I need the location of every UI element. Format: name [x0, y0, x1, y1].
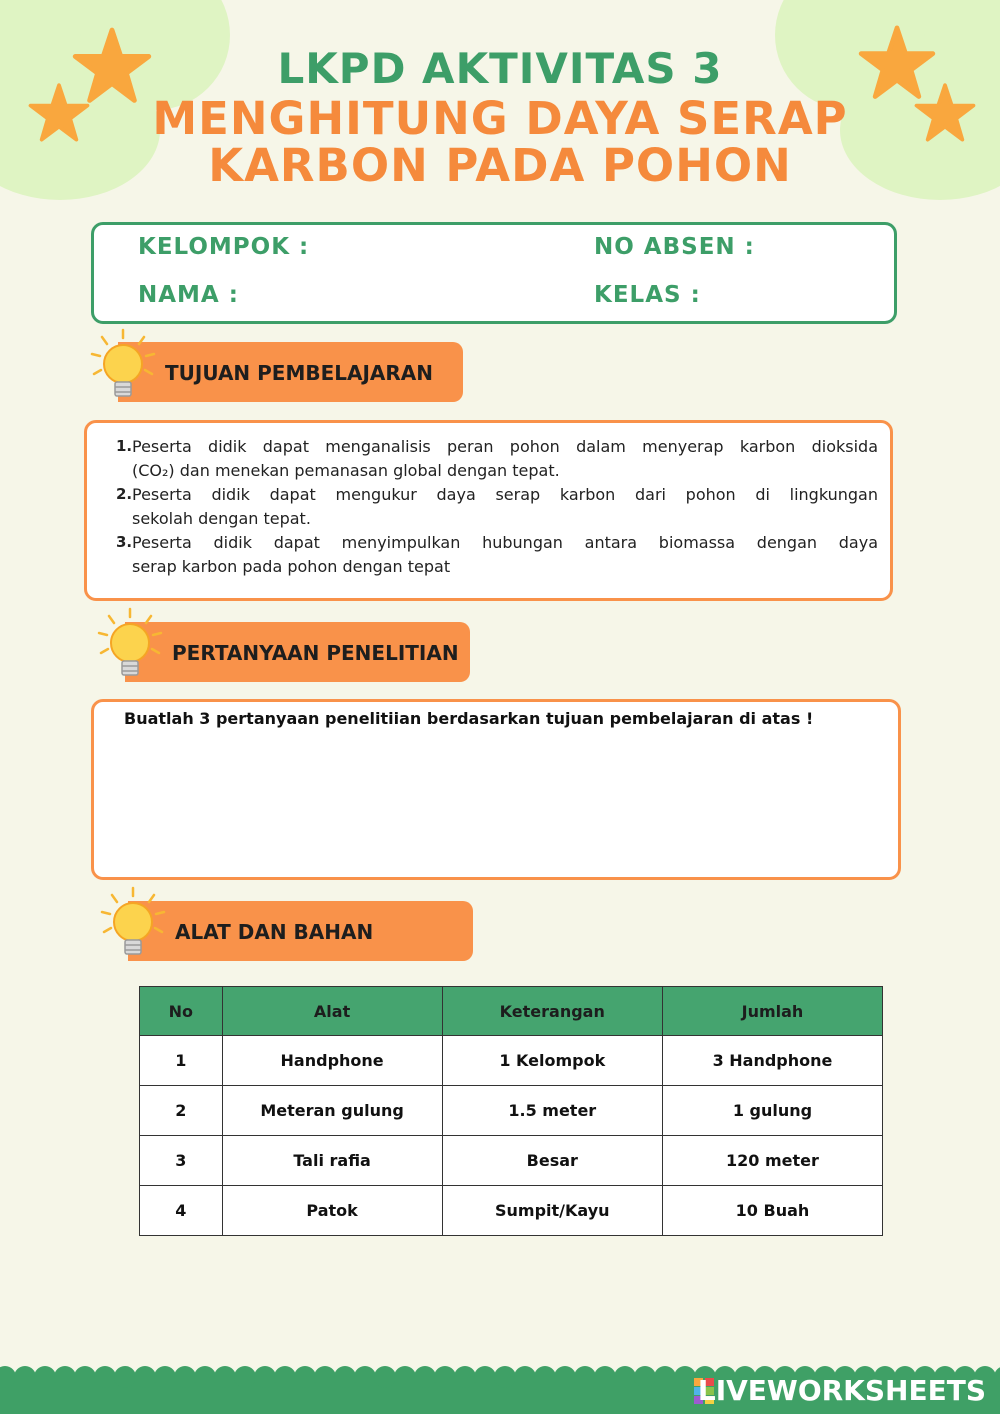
lightbulb-icon [95, 607, 165, 683]
footer-scallop [394, 1366, 416, 1388]
footer-scallop [254, 1366, 276, 1388]
footer-scallop [674, 1366, 696, 1388]
objective-2-line-a: Peserta didik dapat mengukur daya serap karbon dari pohon di lingkungan [132, 485, 878, 504]
footer-scallop [234, 1366, 256, 1388]
footer-scallop [654, 1366, 676, 1388]
cell-alat: Handphone [222, 1036, 442, 1086]
footer-scallop [54, 1366, 76, 1388]
page-title-line-2: MENGHITUNG DAYA SERAP [152, 92, 848, 145]
footer-scallop [534, 1366, 556, 1388]
table-row [140, 1036, 883, 1086]
cell-jumlah: 1 gulung [662, 1086, 882, 1136]
cell-no: 2 [140, 1086, 223, 1136]
cell-no: 4 [140, 1186, 223, 1236]
footer-scallop [34, 1366, 56, 1388]
cell-keterangan: 1.5 meter [442, 1086, 662, 1136]
footer-scallop [94, 1366, 116, 1388]
objective-number: 2. [116, 485, 133, 503]
footer-scallop [514, 1366, 536, 1388]
column-header-alat: Alat [222, 987, 442, 1036]
no-absen-label: NO ABSEN : [594, 234, 755, 260]
kelompok-label: KELOMPOK : [138, 234, 310, 260]
footer-scallop [614, 1366, 636, 1388]
footer-scallop [294, 1366, 316, 1388]
cell-jumlah: 10 Buah [662, 1186, 882, 1236]
table-row [140, 1186, 883, 1236]
page-title-line-1: LKPD AKTIVITAS 3 [277, 44, 723, 93]
nama-label: NAMA : [138, 282, 239, 308]
footer-scallop [74, 1366, 96, 1388]
lightbulb-icon [98, 886, 168, 962]
footer-scallop [134, 1366, 156, 1388]
objective-number: 3. [116, 533, 133, 551]
objective-number: 1. [116, 437, 133, 455]
table-header-row [140, 987, 883, 1036]
column-header-no: No [140, 987, 223, 1036]
cell-keterangan: Sumpit/Kayu [442, 1186, 662, 1236]
objective-1-line-b: (CO₂) dan menekan pemanasan global dengan tepat. [132, 461, 560, 480]
cell-alat: Patok [222, 1186, 442, 1236]
lightbulb-icon [88, 328, 158, 404]
cell-no: 3 [140, 1136, 223, 1186]
footer-scallop [414, 1366, 436, 1388]
footer-scallop [574, 1366, 596, 1388]
cell-keterangan: Besar [442, 1136, 662, 1186]
cell-no: 1 [140, 1036, 223, 1086]
section-title-pertanyaan: PERTANYAAN PENELITIAN [172, 641, 459, 665]
cell-jumlah: 3 Handphone [662, 1036, 882, 1086]
footer-scallop [114, 1366, 136, 1388]
footer-scallop [454, 1366, 476, 1388]
alat-bahan-table [139, 986, 883, 1236]
footer-scallop [334, 1366, 356, 1388]
footer-scallop [634, 1366, 656, 1388]
pertanyaan-instruction: Buatlah 3 pertanyaan penelitiian berdasarkan tujuan pembelajaran di atas ! [124, 709, 814, 728]
footer-scallop [494, 1366, 516, 1388]
section-title-tujuan: TUJUAN PEMBELAJARAN [165, 361, 434, 385]
footer-scallop [314, 1366, 336, 1388]
footer-scallop [14, 1366, 36, 1388]
footer-scallop [214, 1366, 236, 1388]
objective-3-line-a: Peserta didik dapat menyimpulkan hubungan antara biomassa dengan daya [132, 533, 878, 552]
table-row [140, 1136, 883, 1186]
footer-scallop [474, 1366, 496, 1388]
objective-2-line-b: sekolah dengan tepat. [132, 509, 311, 528]
footer-scallop [434, 1366, 456, 1388]
cell-jumlah: 120 meter [662, 1136, 882, 1186]
kelas-label: KELAS : [594, 282, 701, 308]
column-header-keterangan: Keterangan [442, 987, 662, 1036]
footer-scallop [374, 1366, 396, 1388]
section-title-alat: ALAT DAN BAHAN [175, 920, 374, 944]
objective-1-line-a: Peserta didik dapat menganalisis peran pohon dalam menyerap karbon dioksida [132, 437, 878, 456]
footer-scallop [594, 1366, 616, 1388]
footer-scallop [194, 1366, 216, 1388]
objective-3-line-b: serap karbon pada pohon dengan tepat [132, 557, 451, 576]
footer-scallop [554, 1366, 576, 1388]
footer-scallop [174, 1366, 196, 1388]
footer-scallop [154, 1366, 176, 1388]
table-row [140, 1086, 883, 1136]
cell-keterangan: 1 Kelompok [442, 1036, 662, 1086]
liveworksheets-brand[interactable]: LIVEWORKSHEETS [697, 1374, 986, 1407]
cell-alat: Meteran gulung [222, 1086, 442, 1136]
footer-scallop [274, 1366, 296, 1388]
page-title-line-3: KARBON PADA POHON [208, 139, 792, 192]
cell-alat: Tali rafia [222, 1136, 442, 1186]
column-header-jumlah: Jumlah [662, 987, 882, 1036]
footer-scallop [354, 1366, 376, 1388]
